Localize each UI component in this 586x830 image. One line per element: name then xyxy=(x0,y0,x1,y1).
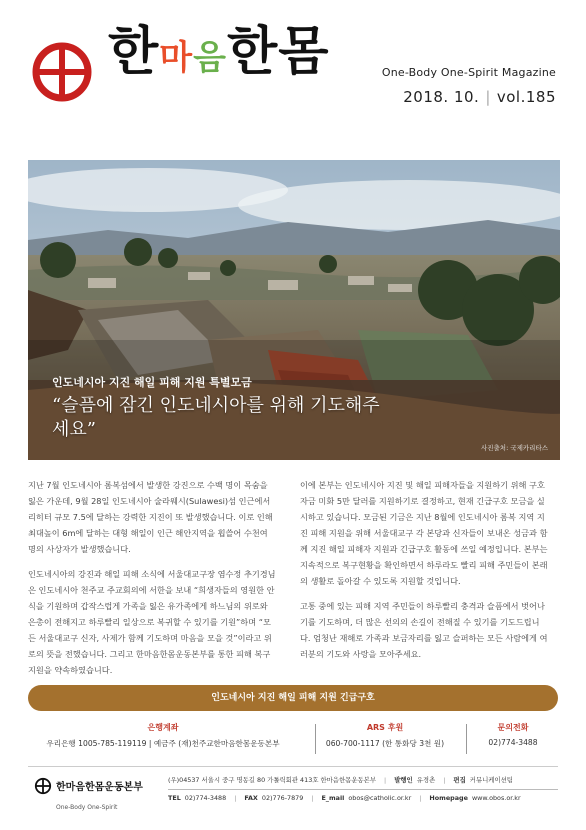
footer-line-1: (우)04537 서울시 중구 명동길 80 가톨릭회관 413호 한마음한몸운동본부 | 발행인 유경촌 | 편집 커뮤니케이션팀 xyxy=(168,775,513,784)
tel: 02)774-3488 xyxy=(184,794,227,803)
logo-wordmark xyxy=(108,22,330,82)
article-paragraph: 고통 중에 있는 피해 지역 주민들이 하루빨리 충격과 슬픔에서 벗어나기를 기도하며, 더 많은 선의의 손길이 전해질 수 있기를 기도드립니다. 엄청난 재해로 가족과 보금자리를 잃고 슬퍼하는 모든 사람에게 여러분의 기도와 사랑을 모아주세요. xyxy=(300,600,548,659)
fax: 02)776-7879 xyxy=(261,794,304,803)
editor: 커뮤니케이션팀 xyxy=(469,775,513,784)
issue-info xyxy=(403,88,556,106)
footer-logo-text xyxy=(56,775,143,813)
bank-account-label: 은행계좌 xyxy=(147,723,179,732)
inquiry-block xyxy=(468,722,558,747)
logo-char: 한 xyxy=(226,22,279,82)
divider xyxy=(466,724,467,754)
tel-label: TEL xyxy=(168,794,181,803)
ars-block xyxy=(320,722,450,749)
donation-info xyxy=(28,722,558,756)
divider xyxy=(315,724,316,754)
donation-banner: 인도네시아 지진 해일 피해 지원 긴급구호 xyxy=(28,685,558,711)
homepage-label: Homepage xyxy=(429,794,468,803)
hero-photo xyxy=(28,160,560,460)
footer xyxy=(28,766,558,811)
article-paragraph: 인도네시아의 강진과 해일 피해 소식에 서울대교구장 염수정 추기경님은 인도네시아 천주교 주교회의에 서한을 보내 “희생자들의 영원한 안식을 기원하며 갑작스럽게 가족을 잃은 유가족에게 하느님의 위로와 은총이 전해지고 하루빨리 일상으로 복귀할 수 있기를 기원”하며 “모든 서울대교구 신자, 사제가 함께 기도하며 마음을 모을 것”이라고 위로의 뜻을 전했습니다. 그리고 한마음한몸운동본부를 통한 피해 복구 지원을 약속하였습니다. xyxy=(28,568,276,675)
bank-account-value: 우리은행 1005-785-119119 | 예금주 (재)천주교한마음한몸운동본부 xyxy=(46,739,280,748)
publisher: 유경촌 xyxy=(416,775,436,784)
logo-char: 마 xyxy=(159,38,194,78)
article-paragraph: 지난 7월 인도네시아 롬복섬에서 발생한 강진으로 수백 명이 목숨을 잃은 가운데, 9월 28일 인도네시아 술라웨시(Sulawesi)섬 인근에서 리히터 규모 7.5에 달하는 강력한 지진이 또 발생했습니다. 이로 인해 최대높이 6m에 달하는 대형 해일이 인근 해안지역을 휩쓸어 수천여 명의 사상자가 발생했습니다. xyxy=(28,480,273,554)
bank-account-block xyxy=(28,722,298,749)
inquiry-phone: 02)774-3488 xyxy=(488,738,538,747)
logo-circle-cross-icon xyxy=(30,40,94,104)
logo-char: 음 xyxy=(193,38,227,78)
article-left-column xyxy=(28,478,278,688)
article-right-column xyxy=(300,478,550,672)
issue-separator: | xyxy=(485,88,491,106)
footer-logo-en: One-Body One-Spirit xyxy=(56,804,118,811)
logo-char: 몸 xyxy=(278,22,330,82)
issue-volume: vol.185 xyxy=(496,88,556,106)
email-link[interactable]: obos@catholic.or.kr xyxy=(348,794,412,803)
magazine-name: One-Body One-Spirit Magazine xyxy=(381,66,556,79)
publisher-label: 발행인 xyxy=(394,775,413,784)
editor-label: 편집 xyxy=(453,775,466,784)
footer-line-2: TEL 02)774-3488 | FAX 02)776-7879 | E_mail obos@catholic.or.kr | Homepage www.obos.or.kr xyxy=(168,789,558,807)
issue-date: 2018. 10. xyxy=(403,88,480,106)
ars-value: 060-700-1117 (한 통화당 3천 원) xyxy=(325,739,445,748)
photo-credit: 사진출처: 국제카리타스 xyxy=(480,444,548,452)
hero-tag: 인도네시아 지진 해일 피해 지원 특별모금 xyxy=(52,376,252,389)
logo-char: 한 xyxy=(108,22,160,82)
footer-info xyxy=(168,771,558,807)
article-paragraph: 이에 본부는 인도네시아 지진 및 해일 피해자들을 지원하기 위해 구호자금 미화 5만 달러를 지원하기로 결정하고, 현재 긴급구호 모금을 실시하고 있습니다. 모금된 기금은 지난 8월에 인도네시아 롬복 지역 지진 피해 지원을 위해 서울대교구 각 본당과 신자들이 보내온 성금과 함께 지진 해일 피해자 지원과 긴급구호 활동에 쓰일 예정입니다. 본부는 지속적으로 복구현황을 확인하면서 하루라도 빨리 피해 주민들이 본래의 생활로 돌아갈 수 있도록 지원할 것입니다. xyxy=(300,480,548,586)
homepage-link[interactable]: www.obos.or.kr xyxy=(471,794,521,803)
footer-logo-label: 한마음한몸운동본부 xyxy=(56,782,143,793)
footer-logo-icon xyxy=(34,777,52,795)
ars-label: ARS 후원 xyxy=(366,723,404,732)
footer-address: (우)04537 서울시 중구 명동길 80 가톨릭회관 413호 한마음한몸운동본부 xyxy=(168,775,377,784)
inquiry-label: 문의전화 xyxy=(497,723,529,732)
fax-label: FAX xyxy=(244,794,258,803)
hero-title: “슬픔에 잠긴 인도네시아를 위해 기도해주세요” xyxy=(52,395,380,441)
email-label: E_mail xyxy=(321,794,345,803)
